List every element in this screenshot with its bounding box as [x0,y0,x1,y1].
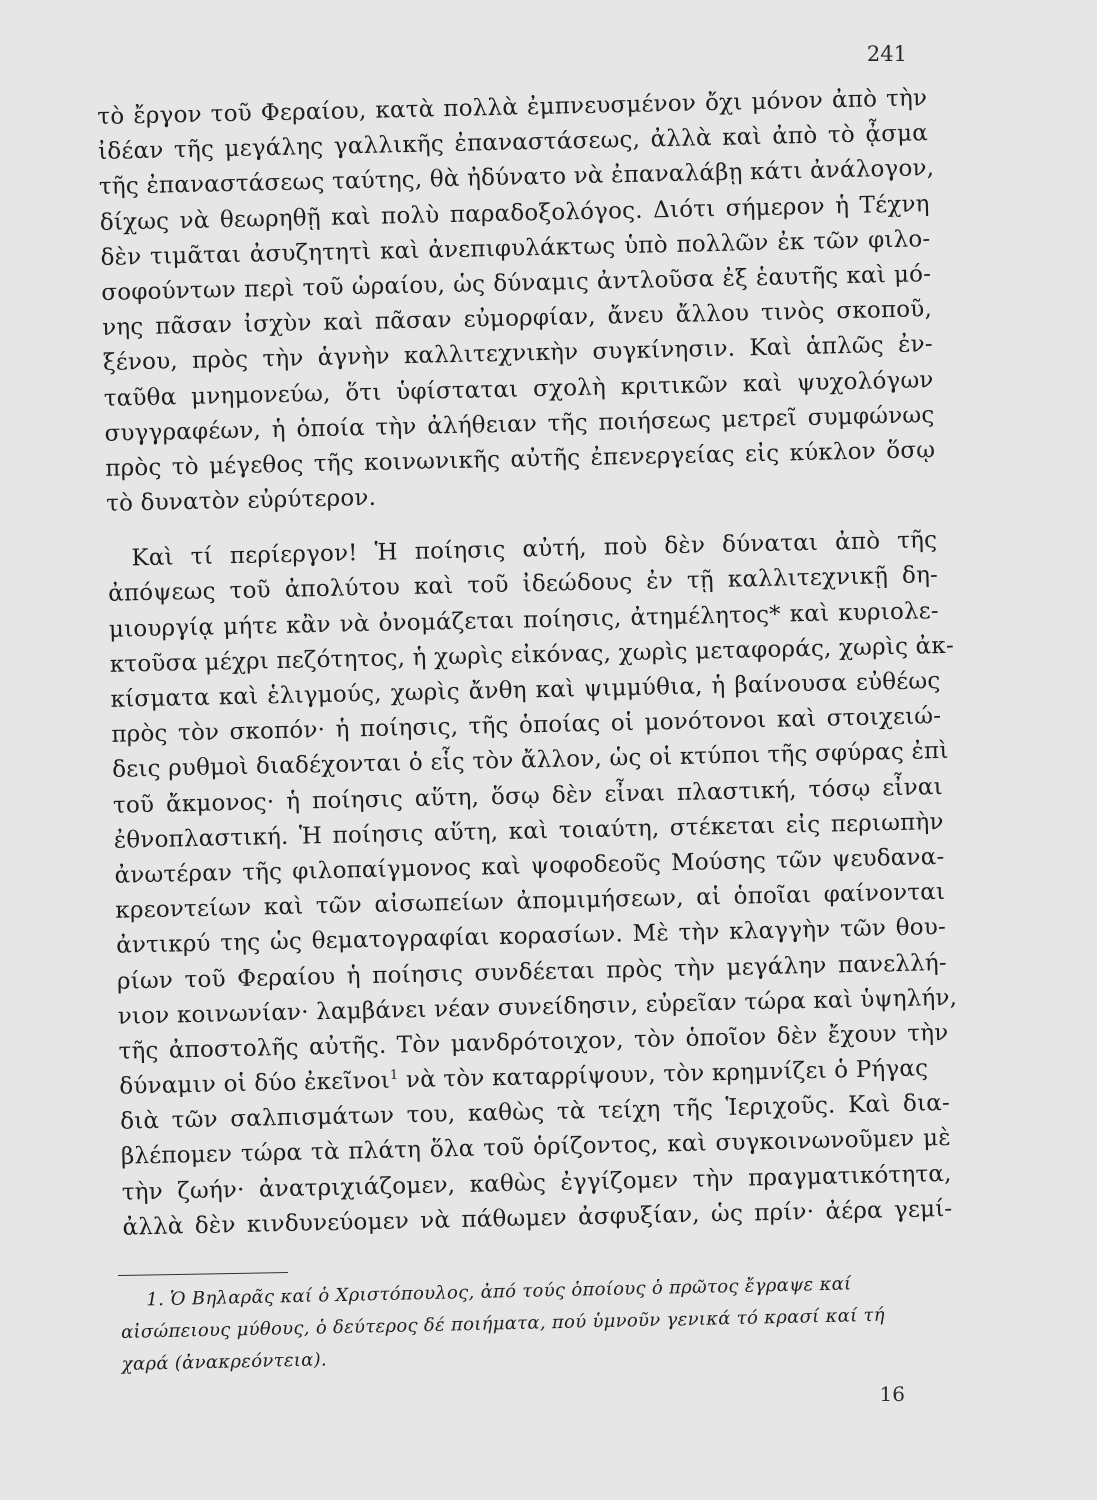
text-line: τὸ ἔργον τοῦ Φεραίου, κατὰ πολλὰ ἐμπνευσμένον ὄχι μόνον ἀπὸ τὴν [97,85,928,130]
footnote-divider [118,1272,288,1276]
text-line: τῆς ἀποστολῆς αὐτῆς. Τὸν μανδρότοιχον, τὸν ὁποῖον δὲν ἔχουν τὴν [118,1019,949,1065]
text-line: ἀπόψεως τοῦ ἀπολύτου καὶ τοῦ ἰδεώδους ἐν τῇ καλλιτεχνικῇ δη- [107,562,939,608]
text-line: μιουργίᾳ μήτε κἂν νὰ ὀνομάζεται ποίησις, ἀτημέλητος* καὶ κυριολε- [108,597,940,643]
text-line: κρεοντείων καὶ τῶν αἰσωπείων ἀπομιμήσεων, αἱ ὁποῖαι φαίνονται [115,879,946,924]
footnote-reference[interactable]: 1 [389,1067,399,1084]
text-line: ἀντικρύ της ὡς θεματογραφίαι κορασίων. Μὲ τὴν κλαγγὴν τῶν θου- [115,914,947,960]
footnote-line: χαρά (ἀνακρεόντεια). [121,1349,328,1375]
text-line: ξένου, πρὸς τὴν ἁγνὴν καλλιτεχνικὴν συγκίνησιν. Καὶ ἁπλῶς ἐν- [102,331,934,377]
text-line: συγγραφέων, ἡ ὁποία τὴν ἀλήθειαν τῆς ποιήσεως μετρεῖ συμφώνως [104,401,935,447]
page-number: 241 [866,42,907,66]
text-line: πρὸς τὸν σκοπόν· ἡ ποίησις, τῆς ὁποίας οἱ μονότονοι καὶ στοιχειώ- [111,703,942,749]
footnotes [120,1266,942,1381]
main-text [97,81,958,1246]
text-line: δὲν τιμᾶται ἀσυζητητὶ καὶ ἀνεπιφυλάκτως ὑπὸ πολλῶν ἐκ τῶν φιλο- [100,225,931,271]
text-line: Καὶ τί περίεργον! Ἡ ποίησις αὐτή, ποὺ δὲν δύναται ἀπὸ τῆς [131,527,938,572]
text-line: ταῦθα μνημονεύω, ὅτι ὑφίσταται σχολὴ κριτικῶν καὶ ψυχολόγων [103,366,934,412]
text-line: διὰ τῶν σαλπισμάτων του, καθὼς τὰ τείχη τῆς Ἱεριχοῦς. Καὶ δια- [119,1090,951,1135]
text-line: τὴν ζωήν· ἀνατριχιάζομεν, καθὼς ἐγγίζομεν τὴν πραγματικότητα, [121,1160,952,1206]
text-line: ἀλλὰ δὲν κινδυνεύομεν νὰ πάθωμεν ἀσφυξίαν, ὡς πρίν· ἀέρα γεμί- [122,1195,953,1241]
text-line: πρὸς τὸ μέγεθος τῆς κοινωνικῆς αὐτῆς ἐπενεργείας εἰς κύκλον ὅσῳ [105,436,936,482]
text-segment: δύναμιν οἱ δύο ἐκεῖνοι [119,1067,391,1100]
text-line: τῆς ἐπαναστάσεως ταύτης, θὰ ἠδύνατο νὰ ἐπαναλάβῃ κάτι ἀνάλογον, [98,155,935,201]
text-line: νης πᾶσαν ἰσχὺν καὶ πᾶσαν εὐμορφίαν, ἄνευ ἄλλου τινὸς σκοποῦ, [101,296,933,342]
text-line: κίσματα καὶ ἑλιγμούς, χωρὶς ἄνθη καὶ ψιμμύθια, ἡ βαίνουσα εὐθέως [110,668,941,713]
text-line: τὸ δυνατὸν εὐρύτερον. [105,484,377,517]
text-line: τοῦ ἄκμονος· ἡ ποίησις αὕτη, ὅσῳ δὲν εἶναι πλαστική, τόσῳ εἶναι [112,773,944,819]
text-line: νιον κοινωνίαν· λαμβάνει νέαν συνείδησιν, εὐρεῖαν τώρα καὶ ὑψηλήν, [117,984,958,1030]
text-line: σοφούντων περὶ τοῦ ὡραίου, ὡς δύναμις ἀντλοῦσα ἐξ ἑαυτῆς καὶ μό- [101,261,932,306]
text-line: ἰδέαν τῆς μεγάλης γαλλικῆς ἐπαναστάσεως, ἀλλὰ καὶ ἀπὸ τὸ ᾆσμα [97,120,929,166]
text-segment: νὰ τὸν καταρρίψουν, τὸν κρημνίζει ὁ Ρήγας [398,1055,929,1094]
footnote-line: αἰσώπειους μύθους, ὁ δεύτερος δέ ποιήματα, πού ὑμνοῦν γενικά τό κρασί καί τή [120,1304,886,1343]
text-line: δεις ρυθμοὶ διαδέχονται ὁ εἷς τὸν ἄλλον, ὡς οἱ κτύποι τῆς σφύρας ἐπὶ [111,738,949,784]
text-line: ἀνωτέραν τῆς φιλοπαίγμονος καὶ ψοφοδεοῦς Μούσης τῶν ψευδανα- [114,843,945,889]
footnote-line: 1. Ὁ Βηλαρᾶς καί ὁ Χριστόπουλος, ἀπό τούς ὁποίους ὁ πρῶτος ἔγραψε καί [146,1273,852,1311]
text-line: βλέπομεν τώρα τὰ πλάτη ὅλα τοῦ ὁρίζοντος, καὶ συγκοινωνοῦμεν μὲ [120,1125,952,1171]
text-line: ἐθνοπλαστική. Ἡ ποίησις αὕτη, καὶ τοιαύτη, στέκεται εἰς περιωπὴν [113,808,944,854]
text-line: ρίων τοῦ Φεραίου ἡ ποίησις συνδέεται πρὸς τὴν μεγάλην πανελλή- [116,949,948,995]
text-line: δίχως νὰ θεωρηθῇ καὶ πολὺ παραδοξολόγος. Διότι σήμερον ἡ Τέχνη [99,190,930,236]
printer-signature-number: 16 [879,1382,905,1406]
text-line: κτοῦσα μέχρι πεζότητος, ἡ χωρὶς εἰκόνας, χωρὶς μεταφοράς, χωρὶς ἀκ- [109,632,955,678]
